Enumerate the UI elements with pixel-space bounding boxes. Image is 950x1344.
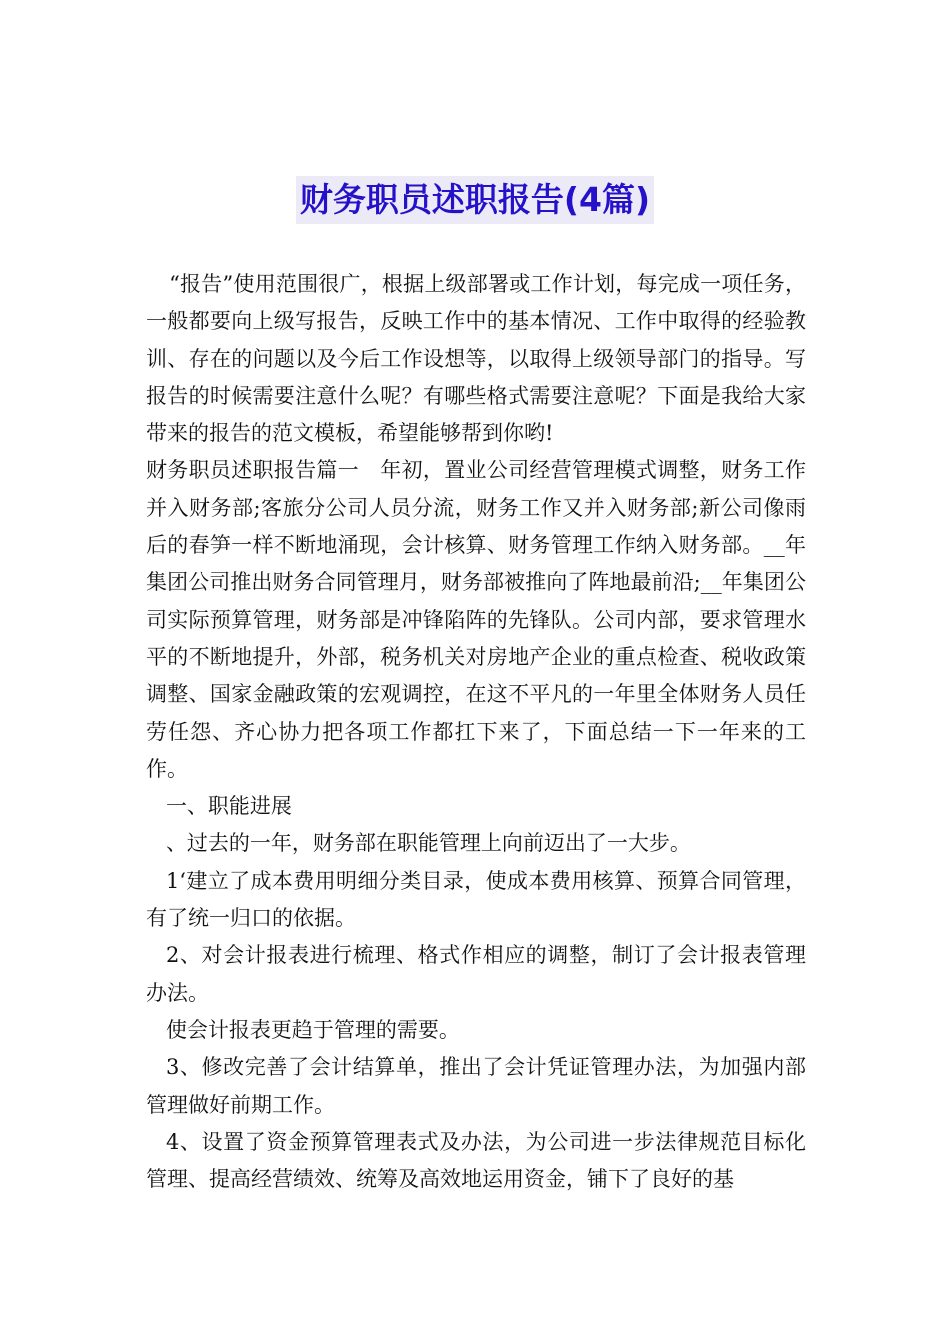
list-item: 3、修改完善了会计结算单，推出了会计凭证管理办法，为加强内部管理做好前期工作。 <box>146 1055 806 1117</box>
section-heading: 一、职能进展 <box>165 794 292 819</box>
body-paragraph: 、过去的一年，财务部在职能管理上向前迈出了一大步。 <box>165 831 691 856</box>
intro-paragraph: “报告”使用范围很广，根据上级部署或工作计划，每完成一项任务，一般都要向上级写报告，反映工作中的基本情况、工作中取得的经验教训、存在的问题以及今后工作设想等，以取得上级领导部门的指导。写报告的时候需要注意什么呢？有哪些格式需要注意呢？下面是我给大家带来的报告的范文模板，希望能够帮到你哟! <box>146 272 806 446</box>
document-body <box>146 266 806 1198</box>
list-item: 4、设置了资金预算管理表式及办法，为公司进一步法律规范目标化管理、提高经营绩效、统筹及高效地运用资金，铺下了良好的基 <box>146 1129 806 1192</box>
document-title-text: 财务职员述职报告(4篇) <box>296 176 654 224</box>
list-item: 2、对会计报表进行梳理、格式作相应的调整，制订了会计报表管理办法。 <box>146 943 806 1005</box>
body-paragraph: 使会计报表更趋于管理的需要。 <box>165 1017 460 1042</box>
body-paragraph: 财务职员述职报告篇一 年初，置业公司经营管理模式调整，财务工作并入财务部;客旅分公司人员分流，财务工作又并入财务部;新公司像雨后的春笋一样不断地涌现，会计核算、财务管理工作纳入财务部。__年集团公司推出财务合同管理月，财务部被推向了阵地最前沿;__年集团公司实际预算管理，财务部是冲锋陷阵的先锋队。公司内部，要求管理水平的不断地提升，外部，税务机关对房地产企业的重点检查、税收政策调整、国家金融政策的宏观调控，在这不平凡的一年里全体财务人员任劳任怨、齐心协力把各项工作都扛下来了，下面总结一下一年来的工作。 <box>146 458 806 781</box>
document-title <box>0 176 950 224</box>
list-item: 1‘建立了成本费用明细分类目录，使成本费用核算、预算合同管理，有了统一归口的依据。 <box>146 868 806 931</box>
